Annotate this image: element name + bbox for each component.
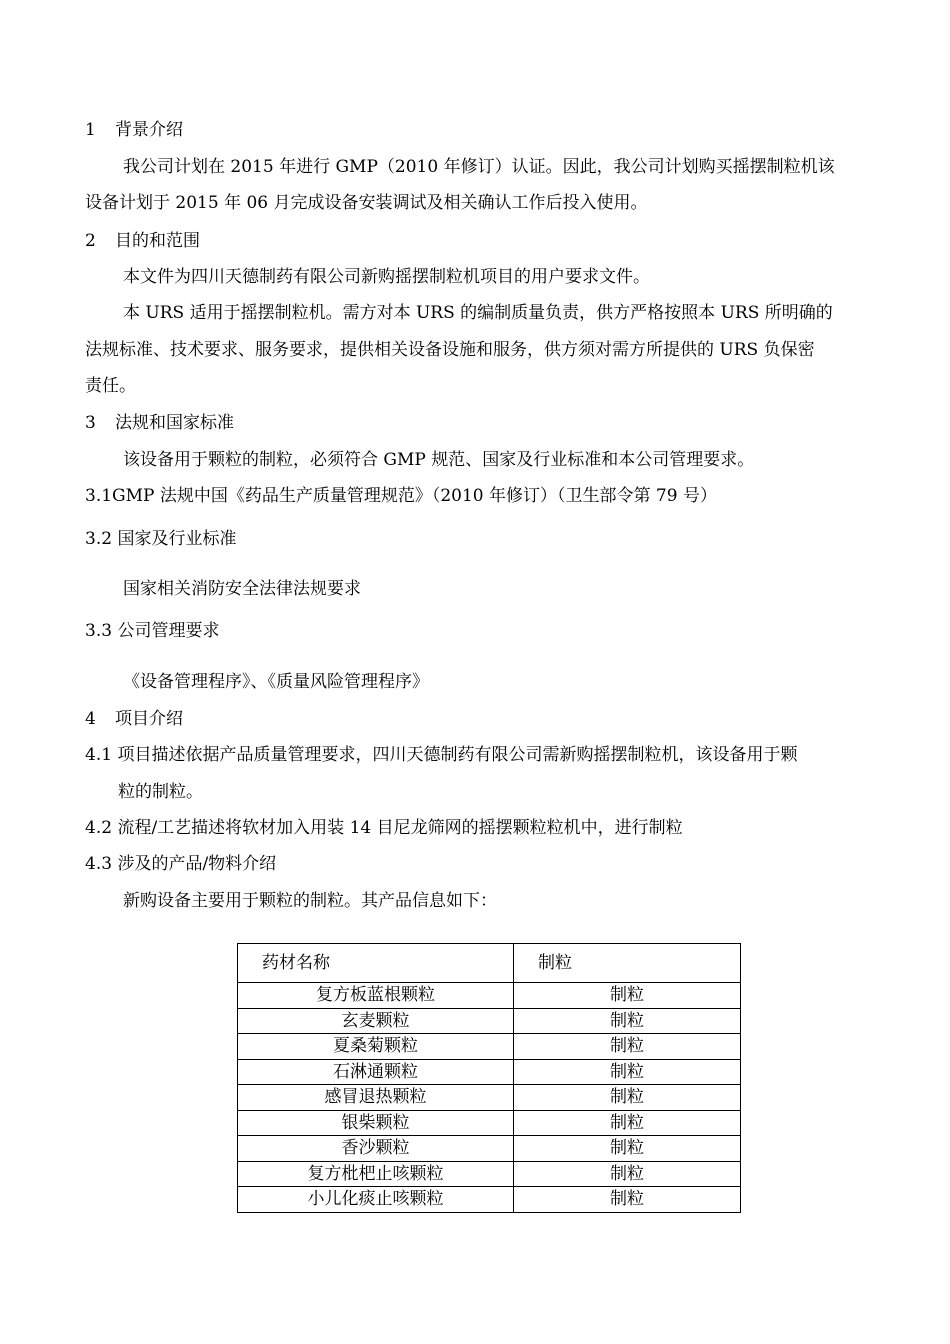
table-row — [238, 1161, 741, 1187]
table-cell: 制粒 — [514, 1034, 741, 1060]
table-row — [238, 1034, 741, 1060]
table-row — [238, 1008, 741, 1034]
section-1-heading — [85, 118, 183, 142]
paragraph-line: 《设备管理程序》、《质量风险管理程序》 — [123, 672, 429, 692]
section-title: 背景介绍 — [115, 120, 183, 140]
table-cell: 香沙颗粒 — [238, 1136, 514, 1162]
subsection-3-2: 3.2 国家及行业标准 — [85, 529, 237, 549]
table-cell: 复方板蓝根颗粒 — [238, 983, 514, 1009]
section-number: 4 — [85, 709, 96, 729]
paragraph-line: 法规标准、技术要求、服务要求，提供相关设备设施和服务，供方须对需方所提供的 URS 负保密 — [85, 340, 815, 360]
table-cell: 制粒 — [514, 1085, 741, 1111]
paragraph-line: 责任。 — [85, 376, 136, 396]
subsection-4-3: 4.3 涉及的产品/物料介绍 — [85, 854, 277, 874]
table-row — [238, 983, 741, 1009]
section-title: 项目介绍 — [115, 709, 183, 729]
table-cell: 夏桑菊颗粒 — [238, 1034, 514, 1060]
section-2-heading — [85, 229, 200, 253]
paragraph-line: 该设备用于颗粒的制粒，必须符合 GMP 规范、国家及行业标准和本公司管理要求。 — [123, 450, 755, 470]
table-row — [238, 1187, 741, 1213]
section-title: 目的和范围 — [115, 231, 200, 251]
table-cell: 银柴颗粒 — [238, 1110, 514, 1136]
table-cell: 制粒 — [514, 1136, 741, 1162]
table-header-row — [238, 944, 741, 983]
table-row — [238, 1136, 741, 1162]
table-cell: 制粒 — [514, 1008, 741, 1034]
table-cell: 感冒退热颗粒 — [238, 1085, 514, 1111]
table-cell: 制粒 — [514, 1187, 741, 1213]
table-cell: 石淋通颗粒 — [238, 1059, 514, 1085]
table-header-cell: 制粒 — [514, 944, 741, 983]
table-cell: 制粒 — [514, 1110, 741, 1136]
subsection-4-1: 4.1 项目描述依据产品质量管理要求，四川天德制药有限公司需新购摇摆制粒机，该设备用于颗 — [85, 745, 798, 765]
section-3-heading — [85, 411, 234, 435]
table-cell: 制粒 — [514, 983, 741, 1009]
section-number: 1 — [85, 120, 96, 140]
table-row — [238, 1085, 741, 1111]
product-table — [237, 943, 741, 1213]
paragraph-line: 国家相关消防安全法律法规要求 — [123, 579, 361, 599]
subsection-3-3: 3.3 公司管理要求 — [85, 621, 220, 641]
section-number: 2 — [85, 231, 96, 251]
section-number: 3 — [85, 413, 96, 433]
table-cell: 制粒 — [514, 1059, 741, 1085]
section-4-heading — [85, 707, 183, 731]
table-header-cell: 药材名称 — [238, 944, 514, 983]
table-cell: 玄麦颗粒 — [238, 1008, 514, 1034]
subsection-4-2: 4.2 流程/工艺描述将软材加入用装 14 目尼龙筛网的摇摆颗粒粒机中，进行制粒 — [85, 818, 683, 838]
paragraph-line: 本文件为四川天德制药有限公司新购摇摆制粒机项目的用户要求文件。 — [123, 267, 650, 287]
table-row — [238, 1110, 741, 1136]
table-cell: 复方枇杷止咳颗粒 — [238, 1161, 514, 1187]
table-cell: 制粒 — [514, 1161, 741, 1187]
paragraph-line: 我公司计划在 2015 年进行 GMP（2010 年修订）认证。因此，我公司计划购买摇摆制粒机该 — [123, 157, 835, 177]
paragraph-line: 粒的制粒。 — [118, 782, 203, 802]
paragraph-line: 设备计划于 2015 年 06 月完成设备安装调试及相关确认工作后投入使用。 — [85, 193, 648, 213]
subsection-3-1: 3.1GMP 法规中国《药品生产质量管理规范》（2010 年修订）（卫生部令第 79 号） — [85, 486, 717, 506]
paragraph-line: 新购设备主要用于颗粒的制粒。其产品信息如下： — [123, 891, 497, 911]
paragraph-line: 本 URS 适用于摇摆制粒机。需方对本 URS 的编制质量负责，供方严格按照本 URS 所明确的 — [123, 303, 833, 323]
table-cell: 小儿化痰止咳颗粒 — [238, 1187, 514, 1213]
section-title: 法规和国家标准 — [115, 413, 234, 433]
table-row — [238, 1059, 741, 1085]
